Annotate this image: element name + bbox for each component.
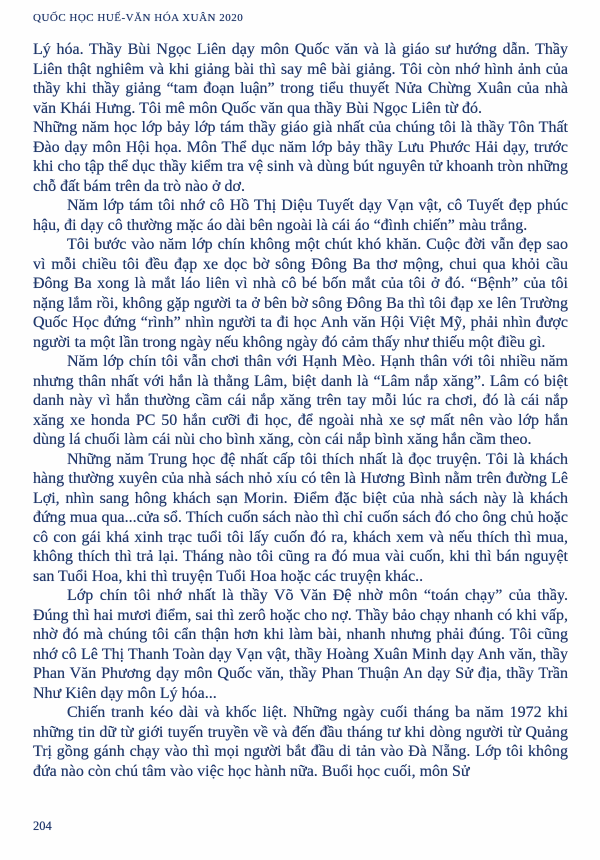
body-text (33, 40, 568, 781)
paragraph: Lớp chín tôi nhớ nhất là thầy Võ Văn Đệ nhờ môn “toán chạy” của thầy. Đúng thì hai mươi điểm, sai thì zerô hoặc cho nợ. Thầy bảo chạy nhanh có khi vấp, nhờ đó mà chúng tôi cẩn thận hơn khi làm bài, nhanh nhưng phải đúng. Tôi cũng nhớ cô Lê Thị Thanh Toàn dạy Vạn vật, thầy Hoàng Xuân Minh dạy Anh văn, thầy Phan Văn Phương dạy môn Quốc văn, thầy Phan Thuận An dạy Sử địa, thầy Trần Như Kiên dạy môn Lý hóa... (33, 587, 568, 702)
paragraph: Tôi bước vào năm lớp chín không một chút khó khăn. Cuộc đời vẫn đẹp sao vì mỗi chiều tôi đều đạp xe dọc bờ sông Đông Ba thơ mộng, chui qua khỏi cầu Đông Ba xong là mắt láo liên vì nhà cô bé bốn mắt của tôi ở đó. “Bệnh” của tôi nặng lắm rồi, không gặp người ta ở bên bờ sông Đông Ba thì tôi đạp xe lên Trường Quốc Học đứng “rình” nhìn người ta đi học Anh văn Hội Việt Mỹ, phải nhìn được người ta một lần trong ngày nếu không ngày đó cảm thấy như thiếu một điều gì. (33, 236, 568, 351)
paragraph: Những năm học lớp bảy lớp tám thầy giáo già nhất của chúng tôi là thầy Tôn Thất Đào dạy môn Hội họa. Môn Thể dục năm lớp bảy thầy Lưu Phước Hải dạy, trước khi cho tập thể dục thầy kiểm tra vệ sinh và dùng bút nguyên tử khoanh tròn những chỗ đất bám trên da trò nào ở dơ. (33, 119, 568, 195)
running-header: QUỐC HỌC HUẾ-VĂN HÓA XUÂN 2020 (33, 12, 244, 24)
paragraph: Năm lớp tám tôi nhớ cô Hồ Thị Diệu Tuyết dạy Vạn vật, cô Tuyết đẹp phúc hậu, đi dạy cô thường mặc áo dài bên ngoài là cái áo “đình chiến” màu trắng. (33, 197, 568, 234)
paragraph: Chiến tranh kéo dài và khốc liệt. Những ngày cuối tháng ba năm 1972 khi những tin dữ từ giới tuyến truyền về và đến đầu tháng tư khi dòng người từ Quảng Trị gồng gánh chạy vào thì mọi người bắt đầu di tản vào Đà Nẵng. Lớp tôi không đứa nào còn chú tâm vào việc học hành nữa. Buổi học cuối, môn Sử (33, 704, 568, 780)
paragraph: Năm lớp chín tôi vẫn chơi thân với Hạnh Mèo. Hạnh thân với tôi nhiều năm nhưng thân nhất với hắn là thằng Lâm, biệt danh là “Lâm nắp xăng”. Lâm có biệt danh này vì hắn thường cầm cái nắp xăng trên tay mỗi lúc ra chơi, đó là cái nắp xăng xe honda PC 50 hắn cưỡi đi học, để ngoài nhà xe sợ mất nên vào lớp hắn dùng lá chuối làm cái nùi cho bình xăng, còn cái nắp bình xăng hắn cầm theo. (33, 353, 568, 448)
paragraph: Lý hóa. Thầy Bùi Ngọc Liên dạy môn Quốc văn và là giáo sư hướng dẫn. Thầy Liên thật nghiêm và khi giảng bài thì say mê bài giảng. Tôi còn nhớ hình ảnh của thầy khi thầy giảng “tam đoạn luận” trong tiểu thuyết Nửa Chừng Xuân của nhà văn Khái Hưng. Tôi mê môn Quốc văn qua thầy Bùi Ngọc Liên từ đó. (33, 41, 568, 117)
page-number: 204 (33, 819, 52, 833)
paragraph: Những năm Trung học đệ nhất cấp tôi thích nhất là đọc truyện. Tôi là khách hàng thường xuyên của nhà sách nhỏ xíu có tên là Hương Bình nằm trên đường Lê Lợi, nhìn sang hông khách sạn Morin. Điểm đặc biệt của nhà sách này là khách đứng mua qua...cửa sổ. Thích cuốn sách nào thì chỉ cuốn sách đó cho ông chủ hoặc cô con gái khá xinh trạc tuổi tôi lấy cuốn đó ra, khách xem và nếu thích thì mua, không thích thì trả lại. Tháng nào tôi cũng ra đó mua vài cuốn, khi thì bán nguyệt san Tuổi Hoa, khi thì truyện Tuổi Hoa hoặc các truyện khác.. (33, 450, 568, 585)
